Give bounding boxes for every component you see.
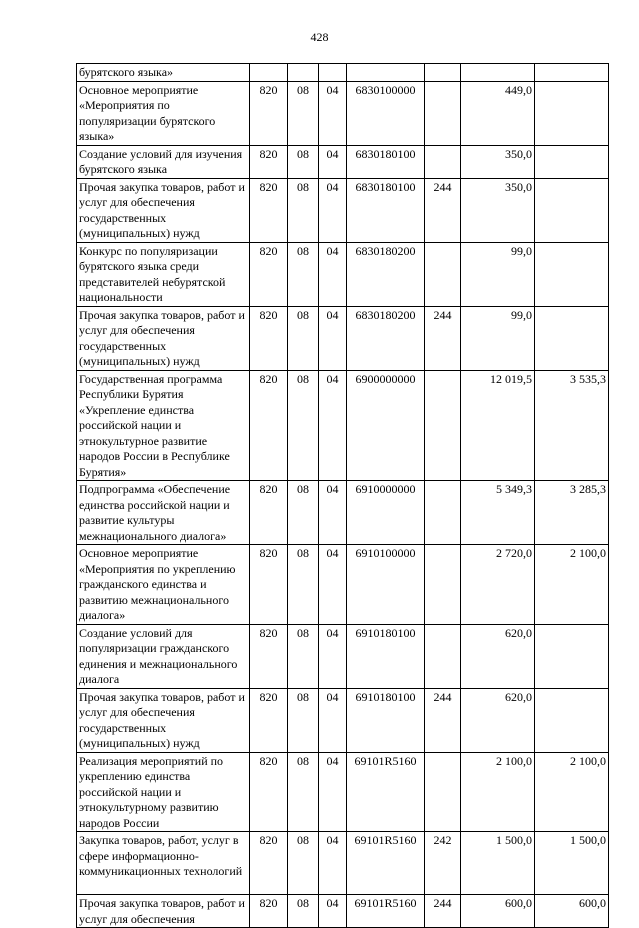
row-name-cell: Государственная программа Республики Бурятия «Укрепление единства российской нации и этнокультурное развитие народов России в Республике Бурятия»: [77, 370, 250, 481]
row-sum2-cell: 2 100,0: [535, 752, 609, 832]
row-csr-cell: 69101R5160: [347, 752, 425, 832]
row-sum2-cell: [535, 178, 609, 242]
row-rz-cell: 08: [288, 145, 319, 178]
row-pr-cell: 04: [319, 545, 347, 625]
table-row: [77, 370, 609, 481]
page-number: 428: [310, 30, 329, 44]
row-name-cell: Прочая закупка товаров, работ и услуг для обеспечения государственных (муниципальных) нужд: [77, 688, 250, 752]
row-csr-cell: 69101R5160: [347, 895, 425, 928]
row-pr-cell: 04: [319, 752, 347, 832]
table-row: [77, 306, 609, 370]
row-name-cell: Основное мероприятие «Мероприятия по укреплению гражданского единства и развитию межнационального диалога»: [77, 545, 250, 625]
row-name-cell: Реализация мероприятий по укреплению единства российской нации и этнокультурному развитию народов России: [77, 752, 250, 832]
row-ved-cell: 820: [250, 545, 288, 625]
row-rz-cell: 08: [288, 178, 319, 242]
row-rz-cell: 08: [288, 242, 319, 306]
row-sum1-cell: 620,0: [461, 624, 535, 688]
row-sum2-cell: 1 500,0: [535, 832, 609, 895]
row-ved-cell: 820: [250, 481, 288, 545]
row-ved-cell: 820: [250, 81, 288, 145]
row-ved-cell: [250, 64, 288, 82]
row-rz-cell: [288, 64, 319, 82]
row-sum2-cell: [535, 624, 609, 688]
table-row: [77, 624, 609, 688]
row-sum1-cell: 12 019,5: [461, 370, 535, 481]
row-rz-cell: 08: [288, 306, 319, 370]
row-pr-cell: 04: [319, 370, 347, 481]
row-sum1-cell: [461, 64, 535, 82]
row-name-cell: Прочая закупка товаров, работ и услуг для обеспечения: [77, 895, 250, 928]
row-vr-cell: [425, 481, 461, 545]
table-row: [77, 64, 609, 82]
row-vr-cell: [425, 370, 461, 481]
row-vr-cell: 244: [425, 895, 461, 928]
row-sum1-cell: 620,0: [461, 688, 535, 752]
row-rz-cell: 08: [288, 370, 319, 481]
row-sum2-cell: 3 535,3: [535, 370, 609, 481]
row-name-cell: Создание условий для популяризации гражданского единения и межнационального диалога: [77, 624, 250, 688]
row-vr-cell: 244: [425, 688, 461, 752]
row-pr-cell: 04: [319, 624, 347, 688]
row-ved-cell: 820: [250, 242, 288, 306]
row-csr-cell: 6910100000: [347, 545, 425, 625]
row-csr-cell: 6830100000: [347, 81, 425, 145]
row-sum2-cell: 600,0: [535, 895, 609, 928]
row-pr-cell: 04: [319, 895, 347, 928]
row-name-cell: Основное мероприятие «Мероприятия по популяризации бурятского языка»: [77, 81, 250, 145]
row-ved-cell: 820: [250, 370, 288, 481]
row-sum2-cell: [535, 306, 609, 370]
table-row: [77, 545, 609, 625]
row-sum2-cell: [535, 242, 609, 306]
table-row: [77, 178, 609, 242]
row-pr-cell: 04: [319, 242, 347, 306]
row-ved-cell: 820: [250, 178, 288, 242]
row-pr-cell: 04: [319, 832, 347, 895]
row-sum1-cell: 1 500,0: [461, 832, 535, 895]
row-vr-cell: [425, 545, 461, 625]
row-sum2-cell: [535, 64, 609, 82]
row-name-cell: Закупка товаров, работ, услуг в сфере информационно-коммуникационных технологий: [77, 832, 250, 895]
row-pr-cell: 04: [319, 688, 347, 752]
row-rz-cell: 08: [288, 624, 319, 688]
row-vr-cell: [425, 752, 461, 832]
row-csr-cell: 6900000000: [347, 370, 425, 481]
row-sum1-cell: 5 349,3: [461, 481, 535, 545]
row-sum1-cell: 99,0: [461, 242, 535, 306]
row-name-cell: бурятского языка»: [77, 64, 250, 82]
row-vr-cell: 242: [425, 832, 461, 895]
row-name-cell: Создание условий для изучения бурятского языка: [77, 145, 250, 178]
row-csr-cell: 6910180100: [347, 624, 425, 688]
row-pr-cell: 04: [319, 178, 347, 242]
row-csr-cell: 6830180200: [347, 306, 425, 370]
row-ved-cell: 820: [250, 752, 288, 832]
row-name-cell: Прочая закупка товаров, работ и услуг для обеспечения государственных (муниципальных) нужд: [77, 178, 250, 242]
row-sum1-cell: 350,0: [461, 178, 535, 242]
row-ved-cell: 820: [250, 306, 288, 370]
row-csr-cell: 69101R5160: [347, 832, 425, 895]
row-sum2-cell: [535, 145, 609, 178]
table-row: [77, 81, 609, 145]
row-vr-cell: 244: [425, 306, 461, 370]
row-vr-cell: [425, 145, 461, 178]
table-row: [77, 752, 609, 832]
row-ved-cell: 820: [250, 895, 288, 928]
row-csr-cell: [347, 64, 425, 82]
row-vr-cell: [425, 64, 461, 82]
row-csr-cell: 6830180100: [347, 145, 425, 178]
table-row: [77, 832, 609, 895]
row-sum1-cell: 449,0: [461, 81, 535, 145]
row-name-cell: Конкурс по популяризации бурятского языка среди представителей небурятской национальности: [77, 242, 250, 306]
row-pr-cell: 04: [319, 81, 347, 145]
row-vr-cell: [425, 81, 461, 145]
row-sum1-cell: 2 720,0: [461, 545, 535, 625]
row-ved-cell: 820: [250, 832, 288, 895]
row-pr-cell: 04: [319, 306, 347, 370]
row-vr-cell: 244: [425, 178, 461, 242]
table-row: [77, 242, 609, 306]
row-sum1-cell: 99,0: [461, 306, 535, 370]
table-row: [77, 145, 609, 178]
row-sum2-cell: 2 100,0: [535, 545, 609, 625]
row-csr-cell: 6830180100: [347, 178, 425, 242]
row-rz-cell: 08: [288, 752, 319, 832]
row-sum2-cell: 3 285,3: [535, 481, 609, 545]
row-name-cell: Подпрограмма «Обеспечение единства российской нации и развитие культуры межнационального диалога»: [77, 481, 250, 545]
row-csr-cell: 6830180200: [347, 242, 425, 306]
table-row: [77, 895, 609, 928]
row-pr-cell: 04: [319, 145, 347, 178]
row-rz-cell: 08: [288, 832, 319, 895]
row-sum2-cell: [535, 81, 609, 145]
table-row: [77, 481, 609, 545]
row-csr-cell: 6910180100: [347, 688, 425, 752]
row-ved-cell: 820: [250, 688, 288, 752]
row-name-cell: Прочая закупка товаров, работ и услуг для обеспечения государственных (муниципальных) нужд: [77, 306, 250, 370]
row-rz-cell: 08: [288, 81, 319, 145]
row-pr-cell: 04: [319, 481, 347, 545]
row-vr-cell: [425, 624, 461, 688]
row-rz-cell: 08: [288, 688, 319, 752]
row-vr-cell: [425, 242, 461, 306]
row-rz-cell: 08: [288, 895, 319, 928]
row-csr-cell: 6910000000: [347, 481, 425, 545]
row-pr-cell: [319, 64, 347, 82]
row-ved-cell: 820: [250, 624, 288, 688]
table-row: [77, 688, 609, 752]
budget-table: [76, 63, 609, 928]
row-sum1-cell: 2 100,0: [461, 752, 535, 832]
row-sum1-cell: 600,0: [461, 895, 535, 928]
row-rz-cell: 08: [288, 481, 319, 545]
row-sum1-cell: 350,0: [461, 145, 535, 178]
row-rz-cell: 08: [288, 545, 319, 625]
row-sum2-cell: [535, 688, 609, 752]
row-ved-cell: 820: [250, 145, 288, 178]
